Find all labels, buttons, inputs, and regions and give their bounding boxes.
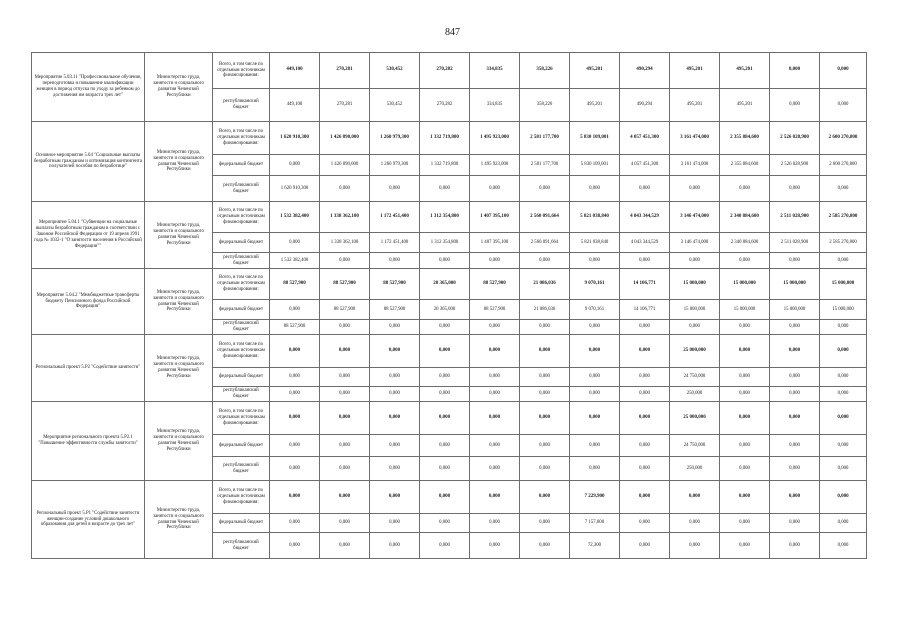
value-cell: 1 312 354,800 (420, 233, 470, 253)
value-cell: 0,000 (320, 368, 370, 387)
value-cell: 0,000 (520, 253, 570, 269)
responsible-executor: Министерство труда, занятости и социального развития Чеченской Республики (145, 335, 213, 402)
program-name: Региональный проект 5.Р1 "Содействие занятости женщин-создание условий дошкольного образования для детей в возрасте до трех лет" (32, 481, 145, 559)
value-cell: 0,000 (720, 320, 770, 335)
value-cell: 0,000 (320, 253, 370, 269)
value-cell: 1 260 979,300 (370, 155, 420, 176)
value-cell: 495,201 (720, 53, 770, 89)
value-cell: 9 070,161 (570, 300, 620, 320)
responsible-executor: Министерство труда, занятости и социального развития Чеченской Республики (145, 402, 213, 481)
value-cell: 0,000 (470, 368, 520, 387)
value-cell: 0,000 (720, 402, 770, 435)
value-cell: 0,000 (820, 320, 867, 335)
value-cell: 0,000 (520, 335, 570, 368)
value-cell: 490,294 (620, 89, 670, 122)
value-cell: 358,226 (520, 89, 570, 122)
value-cell: 1 620 910,300 (270, 122, 320, 155)
funding-source: Всего, в том числе по отдельным источникам финансирования: (213, 481, 270, 514)
value-cell: 24 750,000 (670, 368, 720, 387)
value-cell: 25 000,000 (670, 335, 720, 368)
value-cell: 21 086,036 (520, 300, 570, 320)
value-cell: 2 526 028,900 (770, 122, 820, 155)
value-cell: 0,000 (420, 176, 470, 202)
value-cell: 1 332 719,800 (420, 155, 470, 176)
value-cell: 2 511 028,900 (770, 202, 820, 233)
budget-table-body (32, 53, 867, 559)
value-cell: 20 365,000 (420, 269, 470, 300)
value-cell: 0,000 (270, 300, 320, 320)
value-cell: 0,000 (320, 457, 370, 481)
value-cell: 0,000 (770, 514, 820, 533)
value-cell: 0,000 (370, 435, 420, 457)
value-cell: 2 340 884,600 (720, 233, 770, 253)
value-cell: 0,000 (620, 435, 670, 457)
program-name: Мероприятие регионального проекта 5.P2.1 "Повышение эффективности службы занятости" (32, 402, 145, 481)
value-cell: 0,000 (720, 176, 770, 202)
value-cell: 4 057 451,300 (620, 155, 670, 176)
value-cell: 1 338 362,100 (320, 202, 370, 233)
value-cell: 15 000,000 (720, 300, 770, 320)
value-cell: 2 526 028,900 (770, 155, 820, 176)
value-cell: 0,000 (370, 320, 420, 335)
value-cell: 0,000 (370, 481, 420, 514)
funding-source: республиканский бюджет (213, 253, 270, 269)
value-cell: 14 106,771 (620, 300, 670, 320)
value-cell: 1 407 395,100 (470, 233, 520, 253)
value-cell: 0,000 (370, 335, 420, 368)
value-cell: 0,000 (570, 402, 620, 435)
value-cell: 0,000 (820, 435, 867, 457)
value-cell: 0,000 (420, 368, 470, 387)
program-name: Мероприятие 5.03.11 "Профессиональное обучение, переподготовка и повышение квалификации женщин в период отпуска по уходу за ребенком до достижения им возраста трех лет" (32, 53, 145, 122)
value-cell: 0,000 (420, 253, 470, 269)
value-cell: 0,000 (670, 320, 720, 335)
value-cell: 2 340 884,600 (720, 202, 770, 233)
value-cell: 0,000 (420, 387, 470, 402)
value-cell: 0,000 (270, 387, 320, 402)
value-cell: 1 338 362,100 (320, 233, 370, 253)
value-cell: 0,000 (620, 320, 670, 335)
value-cell: 7 229,900 (570, 481, 620, 514)
value-cell: 0,000 (420, 335, 470, 368)
value-cell: 0,000 (320, 335, 370, 368)
value-cell: 2 355 884,600 (720, 122, 770, 155)
value-cell: 0,000 (370, 368, 420, 387)
value-cell: 0,000 (620, 481, 670, 514)
value-cell: 0,000 (620, 335, 670, 368)
value-cell: 0,000 (420, 481, 470, 514)
value-cell: 0,000 (470, 435, 520, 457)
value-cell: 0,000 (820, 335, 867, 368)
value-cell: 0,000 (270, 368, 320, 387)
value-cell: 0,000 (520, 320, 570, 335)
value-cell: 0,000 (470, 387, 520, 402)
value-cell: 2 560 091,664 (520, 233, 570, 253)
page-number: 847 (445, 27, 460, 38)
responsible-executor: Министерство труда, занятости и социального развития Чеченской Республики (145, 269, 213, 335)
value-cell: 0,000 (470, 320, 520, 335)
value-cell: 1 172 451,400 (370, 233, 420, 253)
value-cell: 0,000 (470, 514, 520, 533)
value-cell: 1 532 382,400 (270, 253, 320, 269)
value-cell: 0,000 (270, 155, 320, 176)
table-row-total (32, 481, 867, 514)
value-cell: 1 260 979,300 (370, 122, 420, 155)
value-cell: 21 086,036 (520, 269, 570, 300)
value-cell: 0,000 (570, 457, 620, 481)
value-cell: 0,000 (770, 402, 820, 435)
value-cell: 0,000 (670, 176, 720, 202)
table-row-total (32, 53, 867, 89)
responsible-executor: Министерство труда, занятости и социального развития Чеченской Республики (145, 481, 213, 559)
value-cell: 2 560 091,664 (520, 202, 570, 233)
value-cell: 0,000 (770, 53, 820, 89)
value-cell: 0,000 (320, 435, 370, 457)
value-cell: 0,000 (570, 387, 620, 402)
value-cell: 88 527,900 (320, 300, 370, 320)
value-cell: 1 426 890,000 (320, 155, 370, 176)
value-cell: 0,000 (270, 457, 320, 481)
value-cell: 495,201 (720, 89, 770, 122)
value-cell: 0,000 (370, 514, 420, 533)
value-cell: 449,100 (270, 89, 320, 122)
value-cell: 15 000,000 (770, 300, 820, 320)
funding-source: Всего, в том числе по отдельным источникам финансирования: (213, 335, 270, 368)
responsible-executor: Министерство труда, занятости и социального развития Чеченской Республики (145, 202, 213, 269)
value-cell: 0,000 (420, 435, 470, 457)
value-cell: 0,000 (420, 514, 470, 533)
value-cell: 0,000 (470, 457, 520, 481)
table-row-total (32, 122, 867, 155)
value-cell: 495,201 (570, 53, 620, 89)
value-cell: 495,201 (670, 53, 720, 89)
value-cell: 0,000 (420, 320, 470, 335)
value-cell: 0,000 (570, 368, 620, 387)
program-name: Региональный проект 5.P2 "Содействие занятости" (32, 335, 145, 402)
value-cell: 88 527,900 (270, 269, 320, 300)
value-cell: 270,282 (420, 53, 470, 89)
value-cell: 0,000 (270, 233, 320, 253)
value-cell: 5 821 038,840 (570, 202, 620, 233)
value-cell: 0,000 (620, 533, 670, 559)
value-cell: 2 585 270,800 (820, 202, 867, 233)
value-cell: 0,000 (320, 176, 370, 202)
value-cell: 0,000 (320, 387, 370, 402)
value-cell: 0,000 (570, 176, 620, 202)
value-cell: 2 511 028,900 (770, 233, 820, 253)
value-cell: 0,000 (720, 335, 770, 368)
value-cell: 0,000 (320, 481, 370, 514)
value-cell: 88 527,900 (470, 269, 520, 300)
value-cell: 0,000 (820, 514, 867, 533)
value-cell: 0,000 (820, 368, 867, 387)
funding-source: республиканский бюджет (213, 176, 270, 202)
value-cell: 5 821 038,840 (570, 233, 620, 253)
value-cell: 2 585 270,800 (820, 233, 867, 253)
value-cell: 88 527,900 (320, 269, 370, 300)
value-cell: 334,835 (470, 89, 520, 122)
funding-source: Всего, в том числе по отдельным источникам финансирования: (213, 269, 270, 300)
value-cell: 15 000,000 (670, 269, 720, 300)
value-cell: 0,000 (420, 402, 470, 435)
value-cell: 0,000 (620, 387, 670, 402)
value-cell: 7 157,600 (570, 514, 620, 533)
value-cell: 0,000 (570, 435, 620, 457)
value-cell: 0,000 (820, 402, 867, 435)
value-cell: 0,000 (820, 89, 867, 122)
value-cell: 0,000 (370, 387, 420, 402)
value-cell: 15 000,000 (770, 269, 820, 300)
value-cell: 0,000 (770, 533, 820, 559)
value-cell: 0,000 (270, 481, 320, 514)
value-cell: 270,281 (320, 53, 370, 89)
value-cell: 0,000 (670, 253, 720, 269)
value-cell: 3 146 474,000 (670, 233, 720, 253)
value-cell: 1 332 719,800 (420, 122, 470, 155)
value-cell: 0,000 (470, 335, 520, 368)
value-cell: 0,000 (270, 335, 320, 368)
value-cell: 0,000 (520, 176, 570, 202)
value-cell: 0,000 (520, 481, 570, 514)
funding-source: Всего, в том числе по отдельным источникам финансирования: (213, 202, 270, 233)
value-cell: 1 407 395,100 (470, 202, 520, 233)
value-cell: 0,000 (270, 435, 320, 457)
value-cell: 9 070,161 (570, 269, 620, 300)
value-cell: 270,281 (320, 89, 370, 122)
value-cell: 1 426 890,000 (320, 122, 370, 155)
value-cell: 0,000 (370, 402, 420, 435)
value-cell: 449,100 (270, 53, 320, 89)
value-cell: 0,000 (770, 387, 820, 402)
value-cell: 0,000 (820, 253, 867, 269)
value-cell: 5 830 109,001 (570, 122, 620, 155)
funding-source: Всего, в том числе по отдельным источникам финансирования: (213, 122, 270, 155)
value-cell: 1 312 354,800 (420, 202, 470, 233)
value-cell: 0,000 (720, 457, 770, 481)
value-cell: 0,000 (770, 457, 820, 481)
value-cell: 0,000 (820, 387, 867, 402)
value-cell: 0,000 (770, 368, 820, 387)
funding-source: Всего, в том числе по отдельным источникам финансирования: (213, 402, 270, 435)
funding-source: республиканский бюджет (213, 320, 270, 335)
value-cell: 2 355 884,600 (720, 155, 770, 176)
value-cell: 0,000 (520, 457, 570, 481)
value-cell: 270,282 (420, 89, 470, 122)
value-cell: 25 000,000 (670, 402, 720, 435)
value-cell: 1 172 451,400 (370, 202, 420, 233)
value-cell: 0,000 (720, 514, 770, 533)
value-cell: 0,000 (420, 457, 470, 481)
value-cell: 530,452 (370, 53, 420, 89)
value-cell: 0,000 (270, 514, 320, 533)
value-cell: 24 750,000 (670, 435, 720, 457)
funding-source: республиканский бюджет (213, 533, 270, 559)
value-cell: 0,000 (720, 368, 770, 387)
value-cell: 0,000 (620, 253, 670, 269)
value-cell: 0,000 (720, 435, 770, 457)
value-cell: 15 000,000 (820, 269, 867, 300)
table-row-total (32, 335, 867, 368)
funding-source: республиканский бюджет (213, 89, 270, 122)
value-cell: 0,000 (720, 253, 770, 269)
value-cell: 88 527,900 (270, 320, 320, 335)
value-cell: 0,000 (520, 514, 570, 533)
value-cell: 2 581 177,700 (520, 155, 570, 176)
value-cell: 0,000 (370, 533, 420, 559)
funding-source: федеральный бюджет (213, 300, 270, 320)
funding-source: федеральный бюджет (213, 435, 270, 457)
value-cell: 88 527,900 (370, 300, 420, 320)
value-cell: 0,000 (320, 320, 370, 335)
value-cell: 0,000 (620, 368, 670, 387)
value-cell: 1 495 923,000 (470, 122, 520, 155)
value-cell: 0,000 (820, 457, 867, 481)
value-cell: 250,000 (670, 387, 720, 402)
value-cell: 0,000 (470, 402, 520, 435)
value-cell: 0,000 (770, 89, 820, 122)
value-cell: 0,000 (270, 533, 320, 559)
program-name: Основное мероприятие 5.04 "Социальные выплаты безработным гражданам и оптимизация контингента получателей пособия по безработице" (32, 122, 145, 202)
value-cell: 0,000 (520, 387, 570, 402)
value-cell: 2 581 177,700 (520, 122, 570, 155)
value-cell: 0,000 (770, 335, 820, 368)
funding-source: Всего, в том числе по отдельным источникам финансирования: (213, 53, 270, 89)
value-cell: 14 106,771 (620, 269, 670, 300)
value-cell: 0,000 (470, 533, 520, 559)
program-name: Мероприятие 5.04.1 "Субвенции на социальные выплаты безработным гражданам в соответствии с Законом Российской Федерации от 19 апреля 1991 года № 1032-1 "О занятости населения в Российской Федерации"" (32, 202, 145, 269)
value-cell: 0,000 (320, 533, 370, 559)
value-cell: 495,201 (670, 89, 720, 122)
value-cell: 490,294 (620, 53, 670, 89)
value-cell: 5 830 109,001 (570, 155, 620, 176)
value-cell: 0,000 (620, 402, 670, 435)
table-row-total (32, 269, 867, 300)
value-cell: 250,000 (670, 457, 720, 481)
value-cell: 0,000 (820, 481, 867, 514)
responsible-executor: Министерство труда, занятости и социального развития Чеченской Республики (145, 122, 213, 202)
funding-source: федеральный бюджет (213, 155, 270, 176)
value-cell: 0,000 (770, 176, 820, 202)
value-cell: 0,000 (270, 402, 320, 435)
value-cell: 0,000 (720, 533, 770, 559)
value-cell: 2 600 270,800 (820, 122, 867, 155)
table-row-total (32, 202, 867, 233)
value-cell: 0,000 (370, 457, 420, 481)
value-cell: 0,000 (420, 533, 470, 559)
value-cell: 1 495 923,000 (470, 155, 520, 176)
funding-source: федеральный бюджет (213, 514, 270, 533)
value-cell: 0,000 (520, 368, 570, 387)
value-cell: 88 527,900 (370, 269, 420, 300)
value-cell: 0,000 (520, 402, 570, 435)
value-cell: 0,000 (320, 402, 370, 435)
value-cell: 72,300 (570, 533, 620, 559)
value-cell: 0,000 (820, 533, 867, 559)
funding-source: федеральный бюджет (213, 368, 270, 387)
value-cell: 3 161 474,000 (670, 155, 720, 176)
value-cell: 88 527,900 (470, 300, 520, 320)
value-cell: 0,000 (470, 253, 520, 269)
funding-source: федеральный бюджет (213, 233, 270, 253)
value-cell: 0,000 (570, 335, 620, 368)
value-cell: 20 365,000 (420, 300, 470, 320)
value-cell: 0,000 (570, 320, 620, 335)
program-name: Мероприятие 5.04.2 "Межбюджетные трансферты бюджету Пенсионного фонда Российской Федерации" (32, 269, 145, 335)
value-cell: 358,226 (520, 53, 570, 89)
value-cell: 0,000 (770, 481, 820, 514)
value-cell: 0,000 (820, 53, 867, 89)
value-cell: 334,835 (470, 53, 520, 89)
value-cell: 0,000 (770, 320, 820, 335)
value-cell: 3 146 474,000 (670, 202, 720, 233)
value-cell: 2 600 270,800 (820, 155, 867, 176)
value-cell: 0,000 (820, 176, 867, 202)
value-cell: 0,000 (570, 253, 620, 269)
value-cell: 1 532 382,400 (270, 202, 320, 233)
value-cell: 0,000 (770, 435, 820, 457)
table-row-total (32, 402, 867, 435)
funding-source: республиканский бюджет (213, 387, 270, 402)
value-cell: 0,000 (470, 481, 520, 514)
funding-source: республиканский бюджет (213, 457, 270, 481)
value-cell: 0,000 (520, 435, 570, 457)
responsible-executor: Министерство труда, занятости и социального развития Чеченской Республики (145, 53, 213, 122)
value-cell: 0,000 (370, 253, 420, 269)
value-cell: 0,000 (670, 514, 720, 533)
budget-table (31, 52, 867, 559)
value-cell: 3 161 474,000 (670, 122, 720, 155)
value-cell: 0,000 (720, 481, 770, 514)
value-cell: 4 043 344,529 (620, 202, 670, 233)
value-cell: 4 057 451,300 (620, 122, 670, 155)
value-cell: 530,452 (370, 89, 420, 122)
value-cell: 15 000,000 (820, 300, 867, 320)
value-cell: 4 043 344,529 (620, 233, 670, 253)
value-cell: 0,000 (620, 176, 670, 202)
value-cell: 0,000 (470, 176, 520, 202)
value-cell: 0,000 (620, 514, 670, 533)
value-cell: 0,000 (720, 387, 770, 402)
value-cell: 0,000 (670, 533, 720, 559)
value-cell: 0,000 (370, 176, 420, 202)
value-cell: 0,000 (670, 481, 720, 514)
value-cell: 0,000 (620, 457, 670, 481)
value-cell: 495,201 (570, 89, 620, 122)
value-cell: 0,000 (320, 514, 370, 533)
value-cell: 0,000 (520, 533, 570, 559)
value-cell: 0,000 (770, 253, 820, 269)
value-cell: 1 620 910,300 (270, 176, 320, 202)
value-cell: 15 000,000 (720, 269, 770, 300)
value-cell: 15 000,000 (670, 300, 720, 320)
